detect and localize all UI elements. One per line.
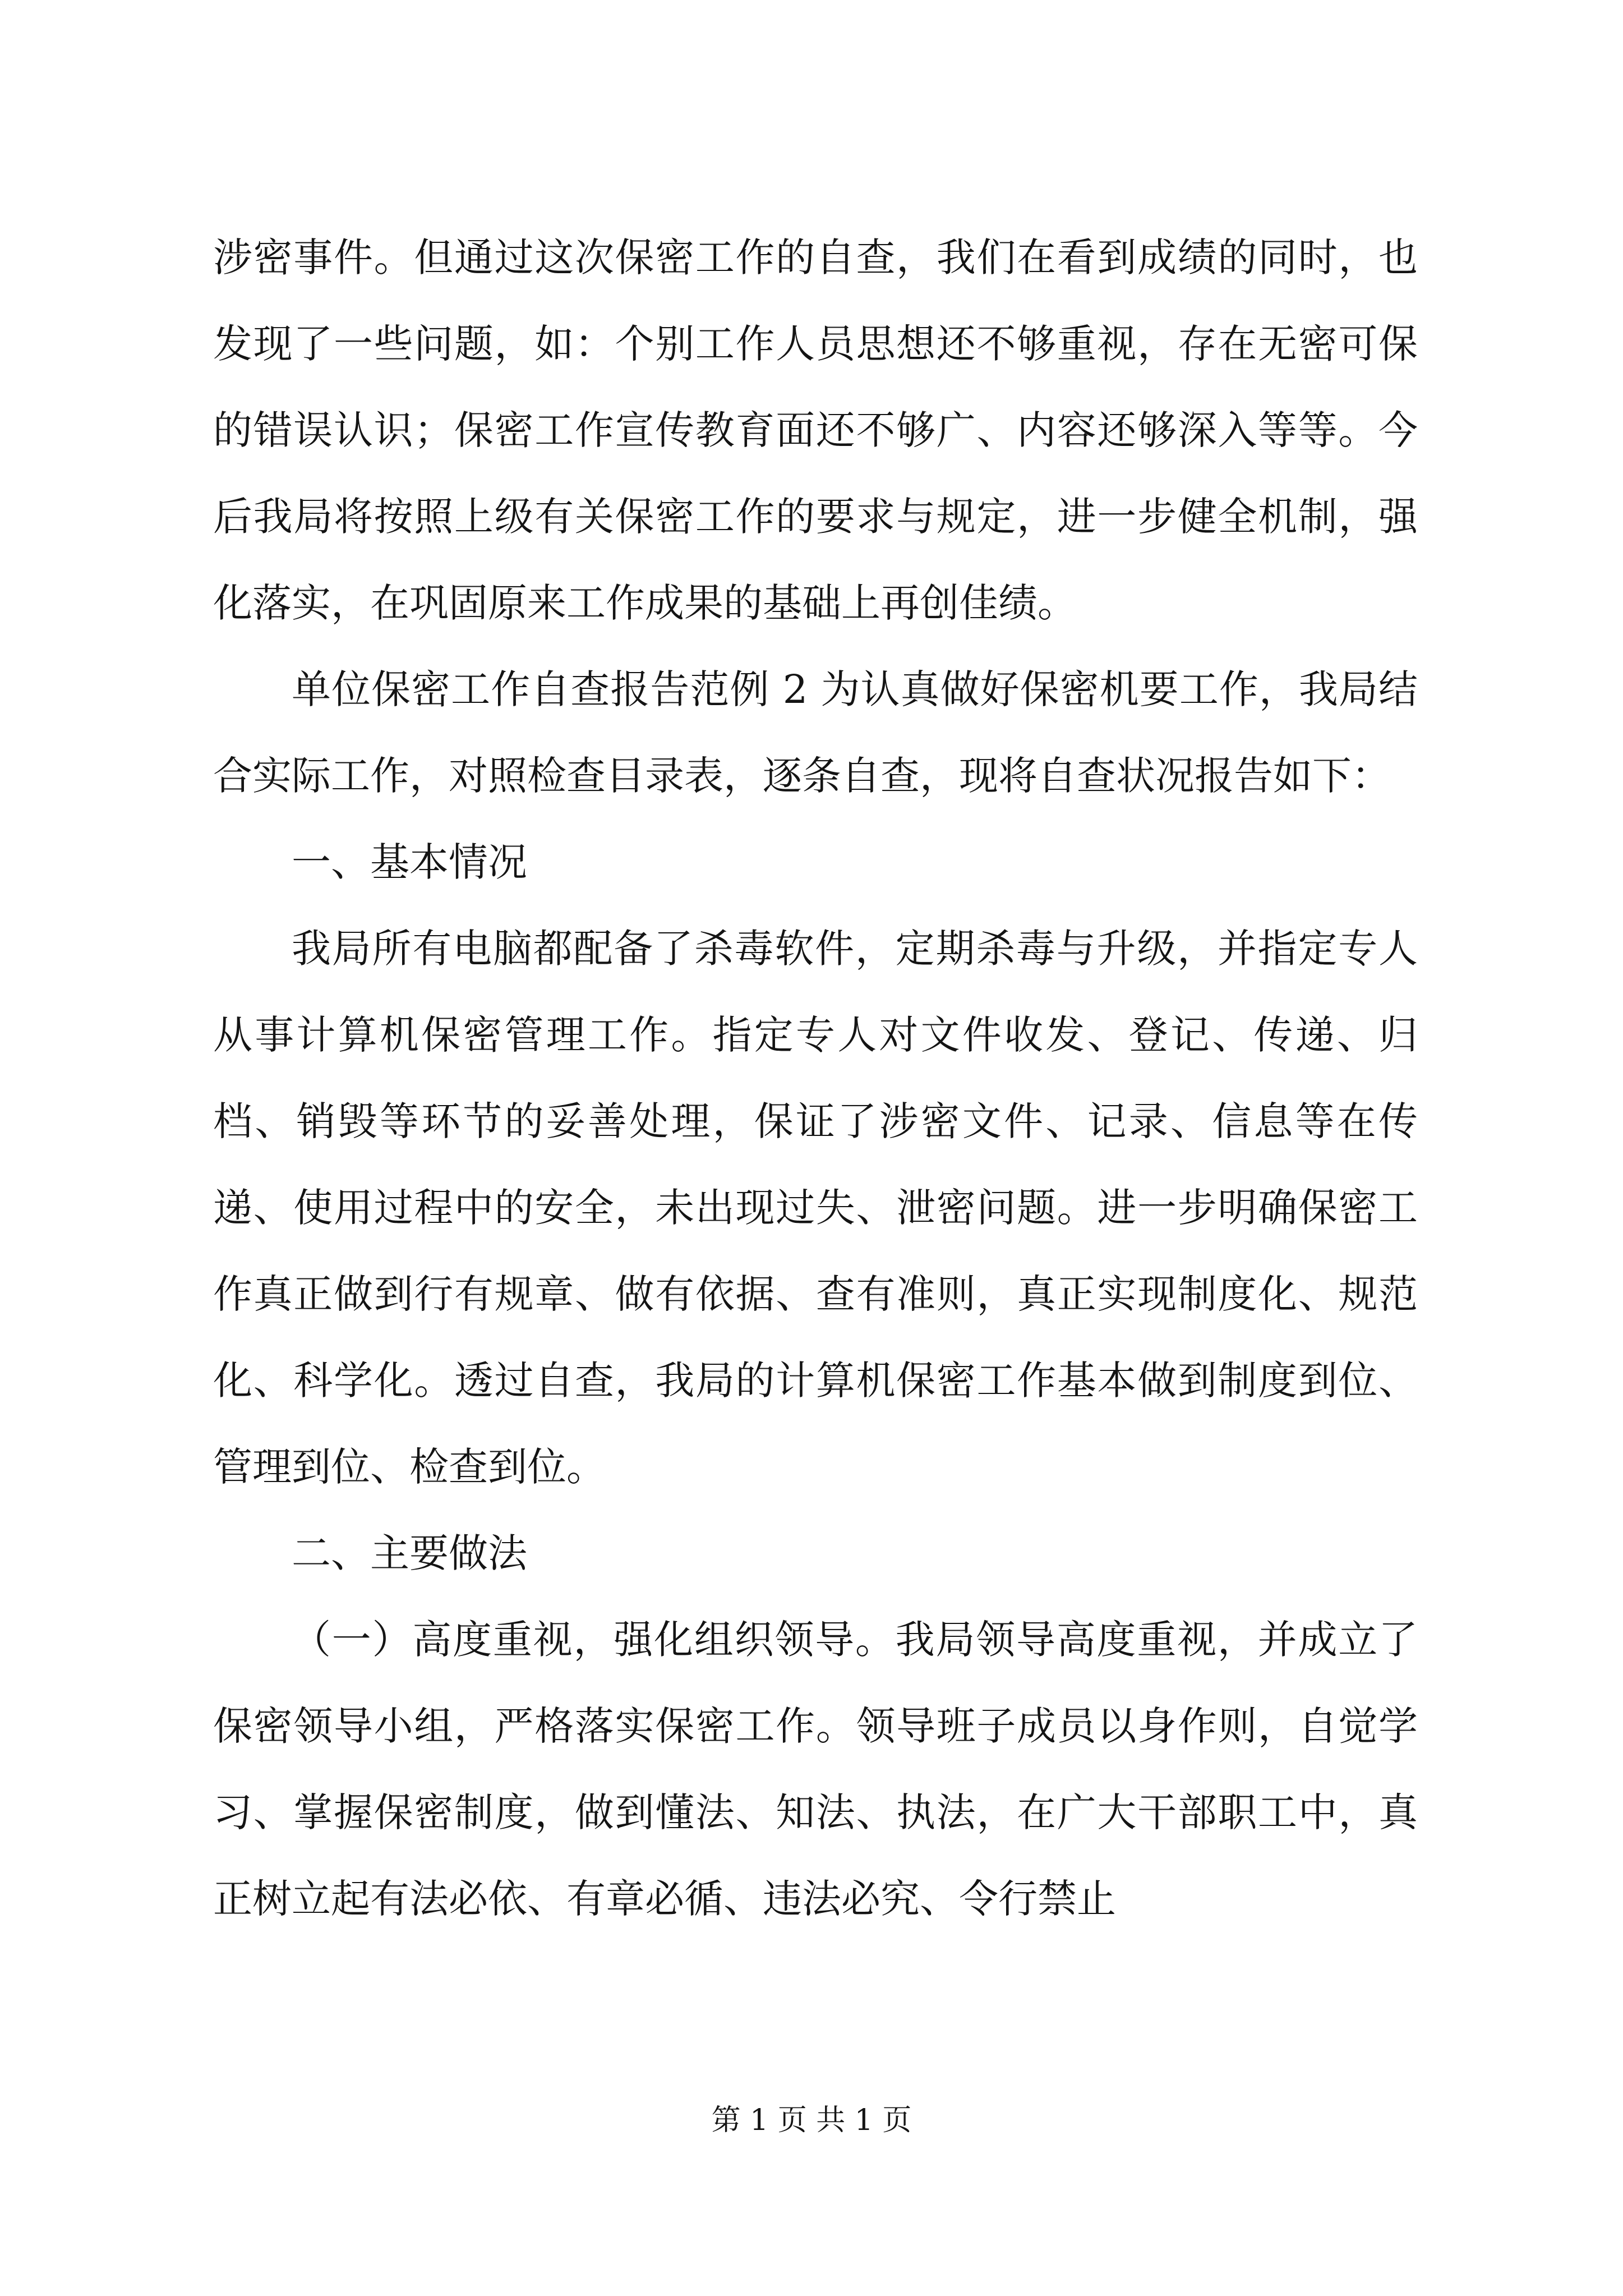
paragraph-4: （一）高度重视，强化组织领导。我局领导高度重视，并成立了保密领导小组，严格落实保密工作。领导班子成员以身作则，自觉学习、掌握保密制度，做到懂法、知法、执法，在广大干部职工中，真正树立起有法必依、有章必循、违法必究、令行禁止 [213, 1617, 1418, 1922]
paragraph-3: 我局所有电脑都配备了杀毒软件，定期杀毒与升级，并指定专人从事计算机保密管理工作。指定专人对文件收发、登记、传递、归档、销毁等环节的妥善处理，保证了涉密文件、记录、信息等在传递、使用过程中的安全，未出现过失、泄密问题。进一步明确保密工作真正做到行有规章、做有依据、查有准则，真正实现制度化、规范化、科学化。透过自查，我局的计算机保密工作基本做到制度到位、管理到位、检查到位。 [213, 926, 1418, 1490]
section-heading-1: 一、基本情况 [292, 839, 527, 885]
document-body [213, 214, 1418, 1942]
page-footer: 第 1 页 共 1 页 [711, 2104, 912, 2137]
paragraph-1: 涉密事件。但通过这次保密工作的自查，我们在看到成绩的同时，也发现了一些问题，如：个别工作人员思想还不够重视，存在无密可保的错误认识；保密工作宣传教育面还不够广、内容还够深入等等。今后我局将按照上级有关保密工作的要求与规定，进一步健全机制，强化落实，在巩固原来工作成果的基础上再创佳绩。 [213, 234, 1418, 626]
paragraph-2: 单位保密工作自查报告范例 2 为认真做好保密机要工作，我局结合实际工作，对照检查目录表，逐条自查，现将自查状况报告如下： [213, 666, 1418, 799]
section-heading-2: 二、主要做法 [292, 1530, 527, 1576]
